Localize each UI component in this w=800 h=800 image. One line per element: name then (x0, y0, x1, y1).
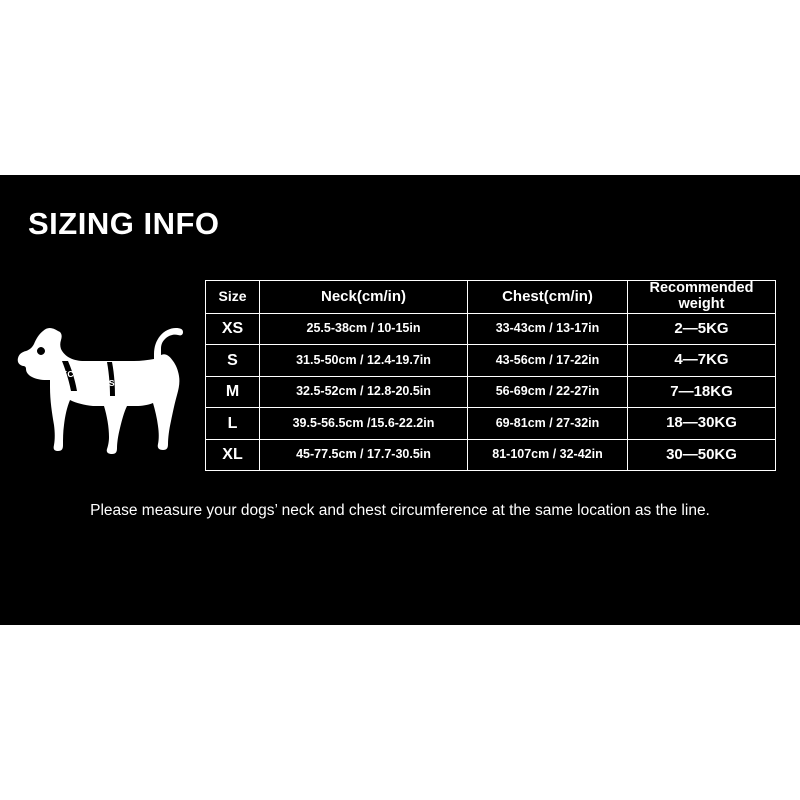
table-row (206, 345, 776, 377)
measurement-note: Please measure your dogs’ neck and chest circumference at the same location as the line. (90, 502, 710, 519)
cell-size: M (206, 376, 260, 408)
table-row (206, 313, 776, 345)
column-header-weight: Recommended weight (628, 281, 776, 314)
cell-size: S (206, 345, 260, 377)
table-row (206, 408, 776, 440)
page-title: SIZING INFO (28, 206, 220, 241)
sizing-table (205, 280, 776, 471)
cell-neck: 39.5-56.5cm /15.6-22.2in (260, 408, 468, 440)
column-header-size: Size (206, 281, 260, 314)
cell-neck: 45-77.5cm / 17.7-30.5in (260, 439, 468, 471)
cell-chest: 69-81cm / 27-32in (468, 408, 628, 440)
cell-weight: 4—7KG (628, 345, 776, 377)
cell-size: XS (206, 313, 260, 345)
cell-weight: 7—18KG (628, 376, 776, 408)
table-header-row (206, 281, 776, 314)
table-row (206, 376, 776, 408)
table-row (206, 439, 776, 471)
cell-chest: 43-56cm / 17-22in (468, 345, 628, 377)
cell-chest: 81-107cm / 32-42in (468, 439, 628, 471)
dog-illustration (14, 315, 184, 460)
cell-size: L (206, 408, 260, 440)
cell-weight: 18—30KG (628, 408, 776, 440)
cell-weight: 2—5KG (628, 313, 776, 345)
cell-neck: 25.5-38cm / 10-15in (260, 313, 468, 345)
illustration-label-chest: CHEST (90, 378, 121, 388)
cell-neck: 32.5-52cm / 12.8-20.5in (260, 376, 468, 408)
cell-chest: 33-43cm / 13-17in (468, 313, 628, 345)
sizing-table-container (205, 280, 775, 471)
illustration-label-neck: NECK (55, 369, 81, 379)
cell-chest: 56-69cm / 22-27in (468, 376, 628, 408)
cell-weight: 30—50KG (628, 439, 776, 471)
column-header-neck: Neck(cm/in) (260, 281, 468, 314)
cell-neck: 31.5-50cm / 12.4-19.7in (260, 345, 468, 377)
column-header-chest: Chest(cm/in) (468, 281, 628, 314)
sizing-info-banner (0, 175, 800, 625)
cell-size: XL (206, 439, 260, 471)
